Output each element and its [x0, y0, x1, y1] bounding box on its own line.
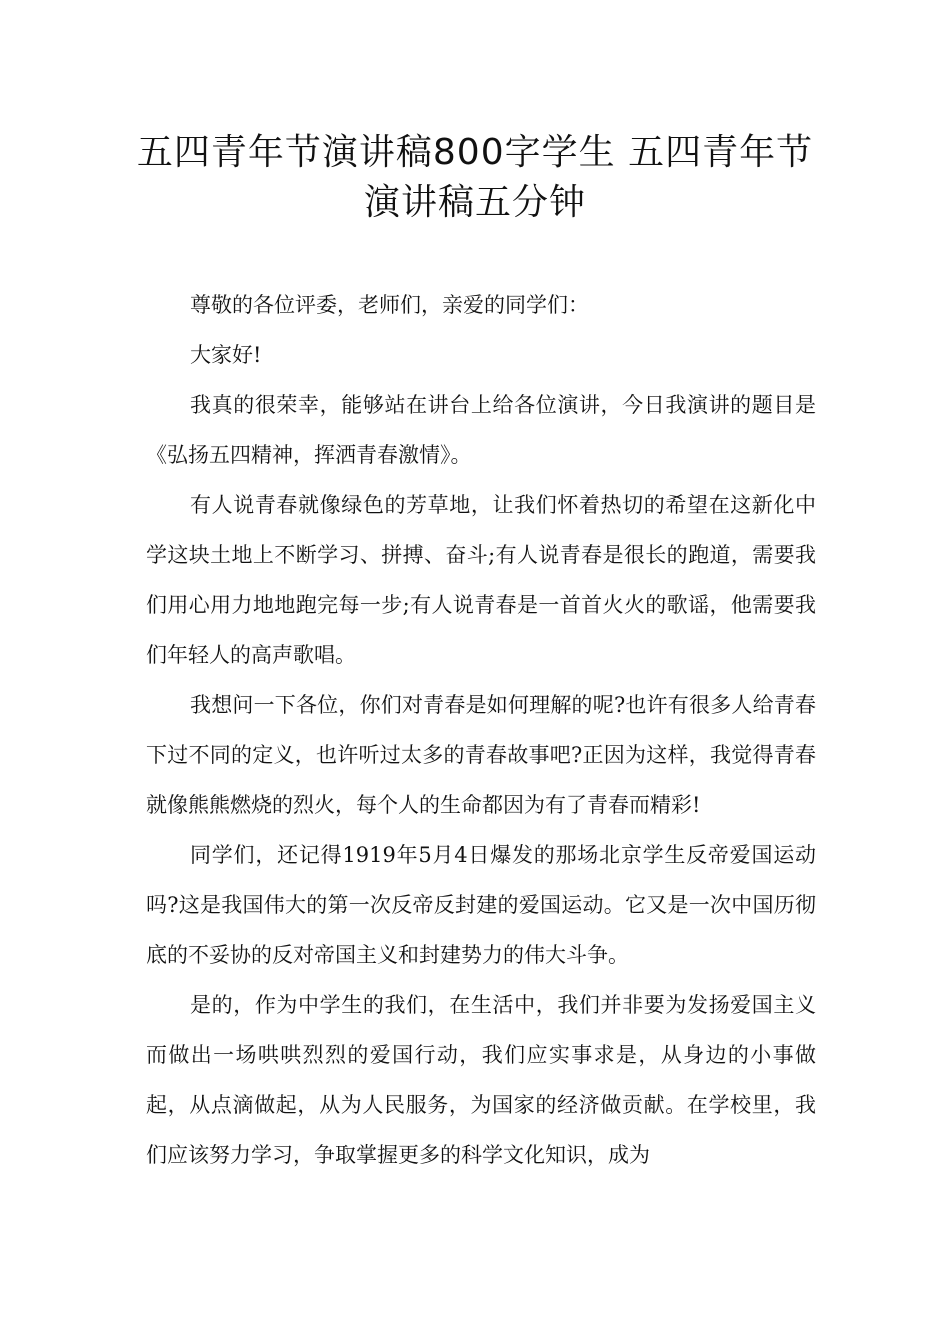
paragraph-youth-metaphors: 有人说青春就像绿色的芳草地，让我们怀着热切的希望在这新化中学这块土地上不断学习、拼搏、奋斗;有人说青春是很长的跑道，需要我们用心用力地地跑完每一步;有人说青春是一首首火火的歌谣，他需要我们年轻人的高声歌唱。: [146, 493, 816, 667]
paragraph-youth-question: 我想问一下各位，你们对青春是如何理解的呢?也许有很多人给青春下过不同的定义，也许听过太多的青春故事吧?正因为这样，我觉得青春就像熊熊燃烧的烈火，每个人的生命都因为有了青春而精彩!: [146, 693, 816, 817]
document-body: [146, 280, 816, 1180]
paragraph-salutation: 尊敬的各位评委，老师们，亲爱的同学们：: [190, 293, 589, 317]
document-title: 五四青年节演讲稿800字学生 五四青年节演讲稿五分钟: [136, 132, 814, 223]
paragraph-may-fourth-history: 同学们，还记得1919年5月4日爆发的那场北京学生反帝爱国运动吗?这是我国伟大的第一次反帝反封建的爱国运动。它又是一次中国历彻底的不妥协的反对帝国主义和封建势力的伟大斗争。: [146, 843, 816, 967]
paragraph-student-action: 是的，作为中学生的我们，在生活中，我们并非要为发扬爱国主义而做出一场哄哄烈烈的爱国行动，我们应实事求是，从身边的小事做起，从点滴做起，从为人民服务，为国家的经济做贡献。在学校里，我们应该努力学习，争取掌握更多的科学文化知识，成为: [146, 993, 816, 1167]
paragraph-intro: 我真的很荣幸，能够站在讲台上给各位演讲，今日我演讲的题目是《弘扬五四精神，挥洒青春激情》。: [146, 393, 816, 467]
paragraph-greeting: 大家好!: [190, 343, 262, 367]
